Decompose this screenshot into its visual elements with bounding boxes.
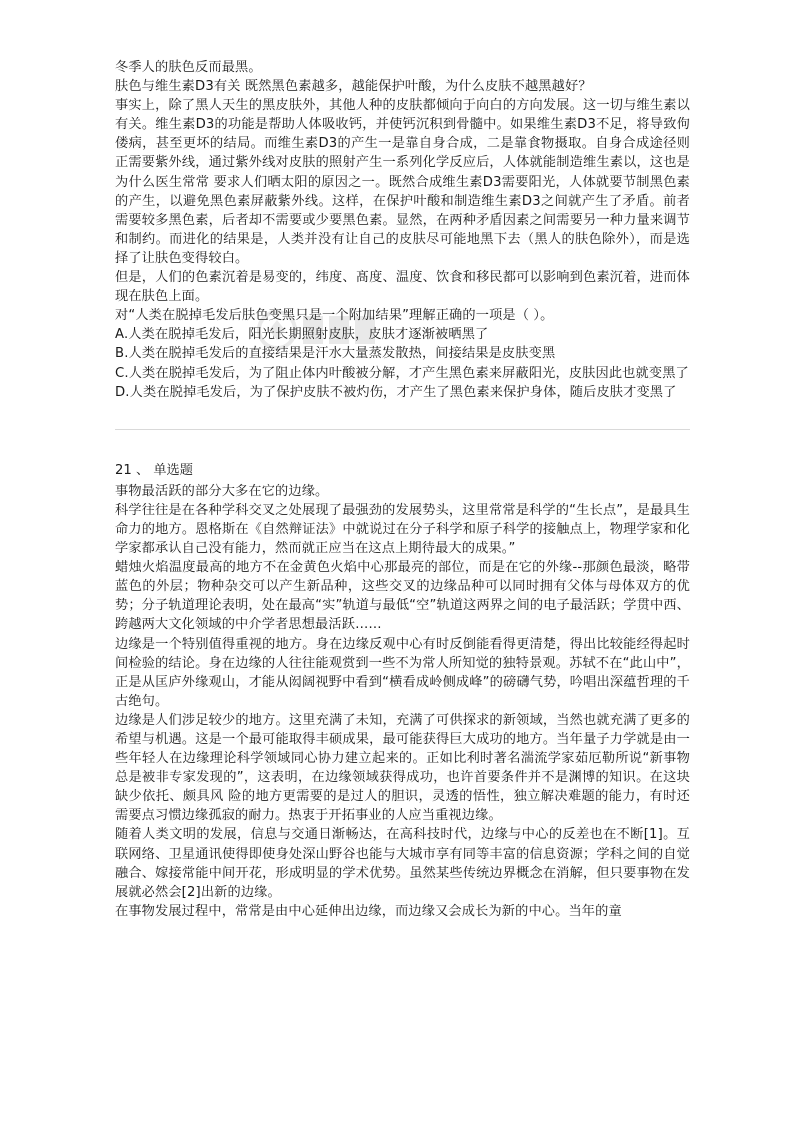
passage-paragraph: 事物最活跃的部分大多在它的边缘。 xyxy=(115,483,329,499)
option-b: B.人类在脱掉毛发后的直接结果是汗水大量蒸发散热，间接结果是皮肤变黑 xyxy=(115,346,556,362)
question-stem: 对“人类在脱掉毛发后肤色变黑只是一个附加结果”理解正确的一项是（ ）。 xyxy=(115,308,554,324)
passage-paragraph: 随着人类文明的发展，信息与交通日渐畅达，在高科技时代，边缘与中心的反差也在不断[1]。互联网络、卫星通讯使得即使身处深山野谷也能与大城市享有同等丰富的信息资源；学科之间的自觉融合、嫁接常能中间开花，形成明显的学术优势。虽然某些传统边界概念在消解，但只要事物在发展就必然会[2]出新的边缘。 xyxy=(115,827,690,900)
passage-paragraph: 边缘是一个特别值得重视的地方。身在边缘反观中心有时反倒能看得更清楚，得出比较能经得起时间检验的结论。身在边缘的人往往能观赏到一些不为常人所知觉的独特景观。苏轼不在“此山中”，正是从匡庐外缘观山，才能从闳阔视野中看到“横看成岭侧成峰”的磅礴气势，吟唱出深蕴哲理的千古绝句。 xyxy=(115,636,690,709)
passage-paragraph: 在事物发展过程中，常常是由中心延伸出边缘，而边缘又会成长为新的中心。当年的童 xyxy=(115,903,622,919)
passage-1 xyxy=(115,58,690,402)
passage-line: 冬季人的肤色反而最黑。 xyxy=(115,60,262,75)
question-21 xyxy=(115,461,690,921)
option-a: A.人类在脱掉毛发后，阳光长期照射皮肤，皮肤才逐渐被晒黑了 xyxy=(115,327,489,343)
passage-paragraph: 科学往往是在各种学科交叉之处展现了最强劲的发展势头，这里常常是科学的“生长点”，是最具生命力的地方。恩格斯在《自然辩证法》中就说过在分子科学和原子科学的接触点上，物理学家和化学家都承认自己没有能力，然而就正应当在这点上期待最大的成果。” xyxy=(115,502,690,557)
passage-paragraph: 但是，人们的色素沉着是易变的，纬度、髙度、温度、饮食和移民都可以影响到色素沉着，进而体现在肤色上面。 xyxy=(115,270,690,305)
document-page xyxy=(115,58,690,921)
passage-subheading: 肤色与维生素D3有关 既然黑色素越多，越能保护叶酸，为什么皮肤不越黑越好？ xyxy=(115,79,592,95)
option-c: C.人类在脱掉毛发后，为了阻止体内叶酸被分解，才产生黑色素来屏蔽阳光，皮肤因此也就变黑了 xyxy=(115,365,689,381)
passage-paragraph: 边缘是人们涉足较少的地方。这里充满了未知，充满了可供探求的新领域，当然也就充满了更多的希望与机遇。这是一个最可能取得丰硕成果，最可能获得巨大成功的地方。当年量子力学就是由一些年轻人在边缘理论科学领域同心协力建立起来的。正如比利时著名湍流学家茹厄勒所说“新事物总是被非专家发现的”，这表明，在边缘领域获得成功，也许首要条件并不是渊博的知识。在这块缺少依托、颇具风 险的地方更需要的是过人的胆识，灵透的悟性，独立解决难题的能力，有时还需要点习惯边缘孤寂的耐力。热衷于开拓事业的人应当重视边缘。 xyxy=(115,712,690,824)
option-d: D.人类在脱掉毛发后，为了保护皮肤不被灼伤，才产生了黑色素来保护身体，随后皮肤才变黑了 xyxy=(115,384,677,400)
passage-paragraph: 蜡烛火焰温度最高的地方不在金黄色火焰中心那最亮的部位，而是在它的外缘--那颜色最淡，略带蓝色的外层；物种杂交可以产生新品种，这些交叉的边缘品种可以同时拥有父体与母体双方的优势；分子轨道理论表明，处在最高“实”轨道与最低“空”轨道这两界之间的电子最活跃；学贯中西、跨越两大文化领域的中介学者思想最活跃…… xyxy=(115,560,690,633)
section-divider xyxy=(115,429,690,430)
question-header: 21 、 单选题 xyxy=(115,462,193,478)
passage-paragraph: 事实上，除了黑人天生的黑皮肤外，其他人种的皮肤都倾向于向白的方向发展。这一切与维生素以有关。维生素D3的功能是帮助人体吸收钙，并使钙沉积到骨髓中。如果维生素D3不足，将导致佝偻病，甚至更坏的结局。而维生素D3的产生一是靠自身合成，二是靠食物摄取。自身合成途径则正需要紫外线，通过紫外线对皮肤的照射产生一系列化学反应后，人体就能制造维生素以，这也是为什么医生常常 要求人们晒太阳的原因之一。既然合成维生素D3需要阳光，人体就要节制黑色素的产生，以避免黑色素屏蔽紫外线。这样，在保护叶酸和制造维生素D3之间就产生了矛盾。前者需要较多黑色素，后者却不需要或少要黑色素。显然，在两种矛盾因素之间需要另一种力量来调节和制约。而进化的结果是，人类并没有让自己的皮肤尽可能地黑下去（黑人的肤色除外），而是选择了让肤色变得较白。 xyxy=(115,98,690,266)
